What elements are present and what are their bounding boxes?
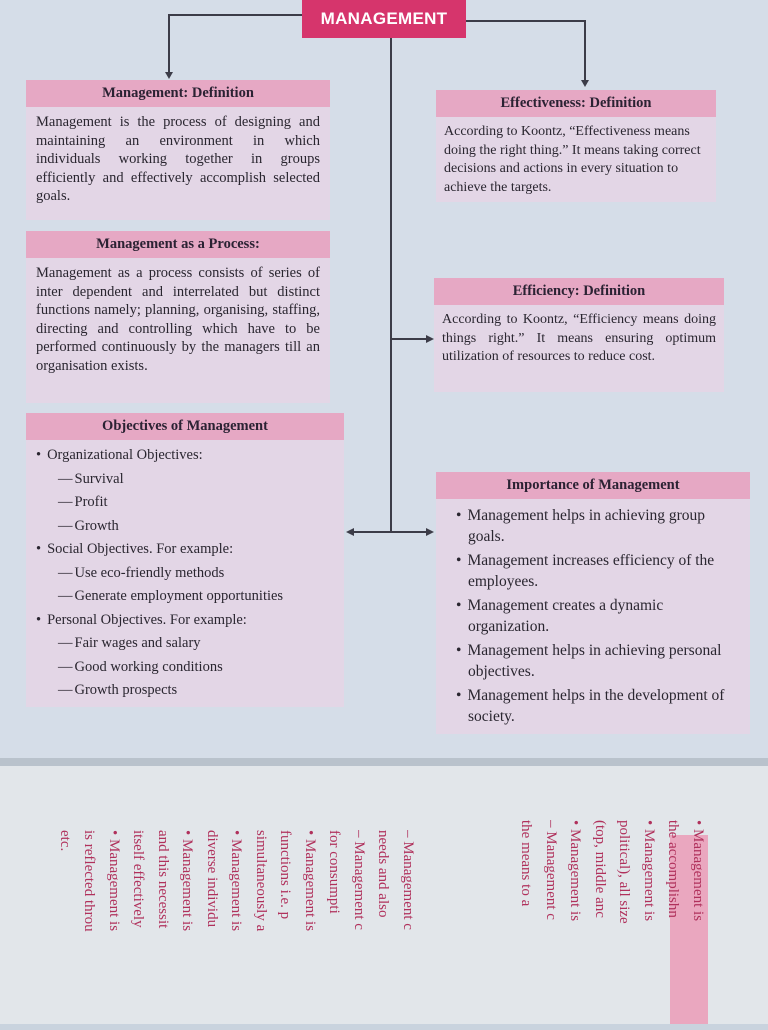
text-line: and this necessit: [155, 830, 171, 929]
list-item: — Growth: [36, 515, 334, 539]
text-line: • Management is: [567, 820, 584, 922]
importance-list: [446, 505, 740, 727]
text-line: needs and also: [375, 830, 392, 918]
list-item: • Social Objectives. For example:: [36, 538, 334, 562]
importance-heading: Importance of Management: [436, 472, 750, 499]
definition-text: Management is the process of designing and maintaining an environment in which individuals working together in groups efficiently and effectively accomplish selected goals.: [36, 114, 320, 204]
definition-heading: Management: Definition: [26, 80, 330, 107]
list-item: • Organizational Objectives:: [36, 444, 334, 468]
effectiveness-text: According to Koontz, “Effectiveness means doing the right thing.” It means taking correct decisions and actions in every situation to achieve the targets.: [444, 124, 701, 195]
text-line: political), all size: [616, 820, 633, 924]
importance-box: [436, 472, 750, 734]
efficiency-box: [434, 278, 724, 392]
text-line: the means to a: [518, 820, 535, 907]
connector-importance: [392, 531, 430, 533]
objectives-heading: Objectives of Management: [26, 413, 344, 440]
next-page-left-column: [53, 830, 421, 1030]
list-item: — Good working conditions: [36, 656, 334, 680]
text-line: is reflected throu: [81, 830, 98, 932]
text-line: (top, middle anc: [592, 820, 608, 918]
list-item: — Use eco-friendly methods: [36, 562, 334, 586]
list-item: — Profit: [36, 491, 334, 515]
arrow-to-objectives: [346, 528, 354, 536]
text-line: simultaneously a: [253, 830, 269, 932]
arrow-to-definition: [165, 72, 173, 79]
list-item: • Management helps in the development of society.: [446, 685, 740, 727]
effectiveness-heading: Effectiveness: Definition: [436, 90, 716, 117]
list-item: — Survival: [36, 468, 334, 492]
arrow-to-efficiency: [426, 335, 434, 343]
text-line: • Management is: [302, 830, 318, 932]
text-line: – Management c: [400, 830, 416, 930]
definition-box: [26, 80, 330, 220]
text-line: for consumpti: [326, 830, 343, 914]
page-seam: [0, 758, 768, 766]
next-page-right-column: [514, 820, 710, 1030]
list-item: • Management creates a dynamic organization.: [446, 595, 740, 637]
text-line: • Management is: [106, 830, 122, 932]
connector-efficiency: [392, 338, 430, 340]
text-line: the accomplishn: [665, 820, 682, 918]
process-text: Management as a process consists of series of inter dependent and interrelated but distinct functions namely; planning, organising, staffing, directing and controlling which have to be performed continuously by the managers till an organisation exists.: [36, 265, 320, 374]
list-item: • Management increases efficiency of the employees.: [446, 550, 740, 592]
text-line: • Management is: [690, 820, 706, 922]
connector-top-right: [466, 20, 586, 22]
text-line: • Management is: [228, 830, 245, 932]
page-title: MANAGEMENT: [302, 0, 466, 38]
list-item: • Personal Objectives. For example:: [36, 609, 334, 633]
text-line: • Management is: [641, 820, 657, 922]
objectives-list: [36, 444, 334, 703]
text-line: – Management c: [543, 820, 559, 920]
connector-right-down: [584, 20, 586, 82]
text-line: – Management c: [351, 830, 367, 930]
text-line: functions i.e. p: [277, 830, 294, 920]
list-item: • Management helps in achieving group goals.: [446, 505, 740, 547]
list-item: — Growth prospects: [36, 679, 334, 703]
connector-top-left: [168, 14, 302, 16]
connector-left-down: [168, 14, 170, 74]
arrow-to-effectiveness: [581, 80, 589, 87]
process-box: [26, 231, 330, 403]
connector-trunk: [390, 38, 392, 533]
list-item: • Management helps in achieving personal objectives.: [446, 640, 740, 682]
efficiency-text: According to Koontz, “Efficiency means doing things right.” It means ensuring optimum utilization of resources to reduce cost.: [442, 312, 716, 364]
list-item: — Generate employment opportunities: [36, 585, 334, 609]
list-item: — Fair wages and salary: [36, 632, 334, 656]
arrow-to-importance: [426, 528, 434, 536]
process-heading: Management as a Process:: [26, 231, 330, 258]
text-line: itself effectively: [130, 830, 147, 928]
text-line: etc.: [57, 830, 73, 852]
text-line: diverse individu: [204, 830, 220, 928]
efficiency-heading: Efficiency: Definition: [434, 278, 724, 305]
effectiveness-box: [436, 90, 716, 202]
objectives-box: [26, 413, 344, 707]
text-line: • Management is: [179, 830, 196, 932]
connector-objectives: [352, 531, 390, 533]
